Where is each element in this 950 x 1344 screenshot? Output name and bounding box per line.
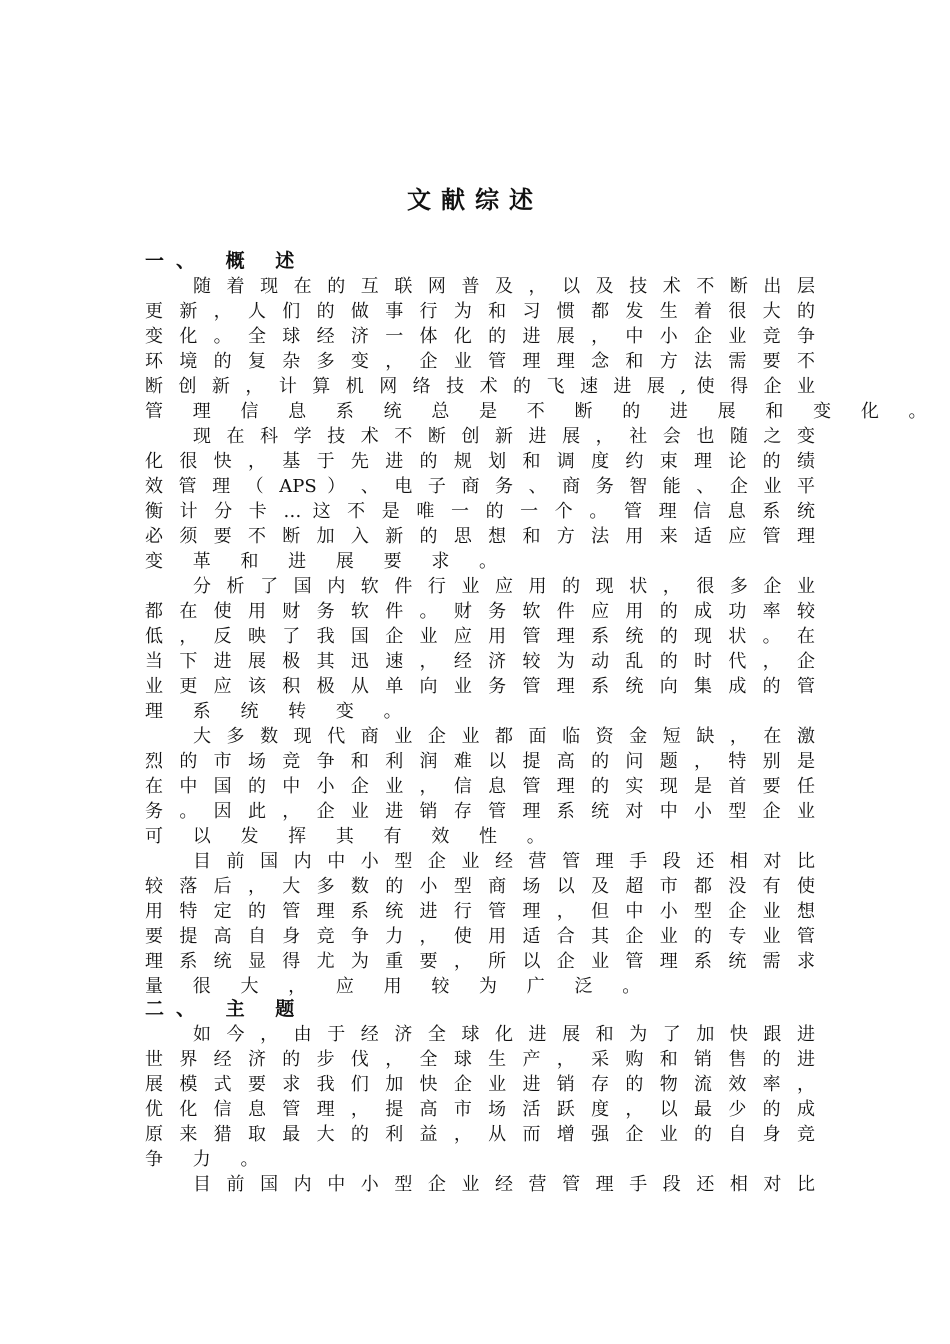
text-line: 必 须 要 不 断 加 入 新 的 思 想 和 方 法 用 来 适 应 管 理 — [145, 526, 815, 547]
document-title: 文献综述 — [407, 185, 543, 214]
text-line: 更 新 ， 人 们 的 做 事 行 为 和 习 惯 都 发 生 着 很 大 的 — [145, 301, 815, 322]
text-line: 随 着 现 在 的 互 联 网 普 及 ， 以 及 技 术 不 断 出 层 — [193, 276, 815, 297]
text-line: 效 管 理 （ APS ） 、 电 子 商 务 、 商 务 智 能 、 企 业 平 — [145, 476, 815, 497]
text-line: 要 提 高 自 身 竞 争 力 ， 使 用 适 合 其 企 业 的 专 业 管 — [145, 926, 815, 947]
text-line: 分 析 了 国 内 软 件 行 业 应 用 的 现 状 ， 很 多 企 业 — [193, 576, 815, 597]
text-line: 变 化 。 全 球 经 济 一 体 化 的 进 展 ， 中 小 企 业 竞 争 — [145, 326, 815, 347]
text-line: 用 特 定 的 管 理 系 统 进 行 管 理 ， 但 中 小 型 企 业 想 — [145, 901, 815, 922]
text-line: 变 革 和 进 展 要 求 。 — [145, 551, 510, 572]
text-line: 可 以 发 挥 其 有 效 性 。 — [145, 826, 557, 847]
text-line: 优 化 信 息 管 理 ， 提 高 市 场 活 跃 度 ， 以 最 少 的 成 — [145, 1099, 815, 1120]
section-heading-overview: 一、 概 述 — [145, 250, 307, 272]
text-line: 世 界 经 济 的 步 伐 ， 全 球 生 产 ， 采 购 和 销 售 的 进 — [145, 1049, 815, 1070]
text-line: 大 多 数 现 代 商 业 企 业 都 面 临 资 金 短 缺 ， 在 激 — [193, 726, 815, 747]
text-line: 如 今 ， 由 于 经 济 全 球 化 进 展 和 为 了 加 快 跟 进 — [193, 1024, 815, 1045]
text-line: 当 下 进 展 极 其 迅 速 ， 经 济 较 为 动 乱 的 时 代 ， 企 — [145, 651, 815, 672]
text-line: 在 中 国 的 中 小 企 业 ， 信 息 管 理 的 实 现 是 首 要 任 — [145, 776, 815, 797]
text-line: 化 很 快 ， 基 于 先 进 的 规 划 和 调 度 约 束 理 论 的 绩 — [145, 451, 815, 472]
text-line: 目 前 国 内 中 小 型 企 业 经 营 管 理 手 段 还 相 对 比 — [193, 851, 815, 872]
text-line: 务 。 因 此 ， 企 业 进 销 存 管 理 系 统 对 中 小 型 企 业 — [145, 801, 815, 822]
text-line: 较 落 后 ， 大 多 数 的 小 型 商 场 以 及 超 市 都 没 有 使 — [145, 876, 815, 897]
text-line: 都 在 使 用 财 务 软 件 。 财 务 软 件 应 用 的 成 功 率 较 — [145, 601, 815, 622]
text-line: 争 力 。 — [145, 1149, 271, 1170]
text-line: 烈 的 市 场 竞 争 和 利 润 难 以 提 高 的 问 题 ， 特 别 是 — [145, 751, 815, 772]
text-line: 现 在 科 学 技 术 不 断 创 新 进 展 ， 社 会 也 随 之 变 — [193, 426, 815, 447]
text-line: 环 境 的 复 杂 多 变 ， 企 业 管 理 理 念 和 方 法 需 要 不 — [145, 351, 815, 372]
text-line: 原 来 猎 取 最 大 的 利 益 ， 从 而 增 强 企 业 的 自 身 竞 — [145, 1124, 815, 1145]
text-line: 断 创 新 ， 计 算 机 网 络 技 术 的 飞 速 进 展 , 使 得 企 业 — [145, 376, 815, 397]
section-heading-theme: 二、 主 题 — [145, 998, 307, 1020]
text-line: 展 模 式 要 求 我 们 加 快 企 业 进 销 存 的 物 流 效 率 ， — [145, 1074, 815, 1095]
text-line: 管 理 信 息 系 统 总 是 不 断 的 进 展 和 变 化 。 — [145, 401, 939, 422]
text-line: 理 系 统 转 变 。 — [145, 701, 414, 722]
text-line: 量 很 大 ， 应 用 较 为 广 泛 。 — [145, 976, 653, 997]
text-line: 理 系 统 显 得 尤 为 重 要 ， 所 以 企 业 管 理 系 统 需 求 — [145, 951, 815, 972]
text-line: 业 更 应 该 积 极 从 单 向 业 务 管 理 系 统 向 集 成 的 管 — [145, 676, 815, 697]
text-line: 低 ， 反 映 了 我 国 企 业 应 用 管 理 系 统 的 现 状 。 在 — [145, 626, 815, 647]
text-line: 目 前 国 内 中 小 型 企 业 经 营 管 理 手 段 还 相 对 比 — [193, 1174, 815, 1195]
text-line: 衡 计 分 卡 … 这 不 是 唯 一 的 一 个 。 管 理 信 息 系 统 — [145, 501, 815, 522]
